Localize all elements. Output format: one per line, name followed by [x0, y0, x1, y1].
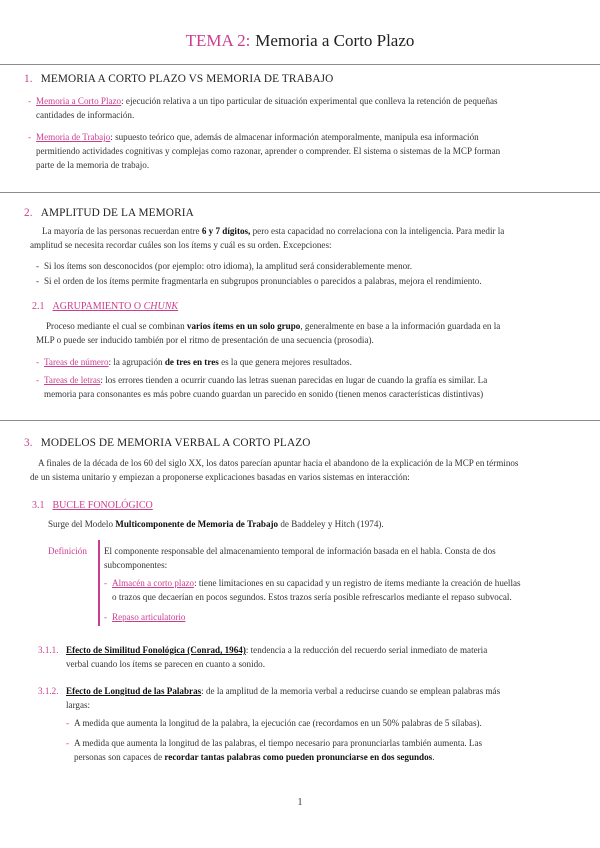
- paragraph: MLP o puede ser inducido también por el ritmo de presentación de una secuencia (prosodia).: [36, 335, 374, 345]
- paragraph: [66, 643, 584, 657]
- subsection-number: 3.1: [32, 500, 45, 511]
- paragraph: de un sistema unitario y empiezan a proponerse explicaciones basadas en varios sistemas en interacción:: [30, 472, 410, 482]
- section-1-number: 1.: [24, 73, 33, 85]
- exception-text: Si los ítems son desconocidos (por ejemplo: otro idioma), la amplitud será considerablemente menor.: [44, 261, 412, 271]
- paragraph: El componente responsable del almacenamiento temporal de información basada en el habla. Consta de dos: [104, 546, 496, 556]
- emphasis: varios ítems en un solo grupo: [186, 321, 301, 331]
- text-line: [44, 373, 584, 387]
- list-item: [66, 736, 584, 764]
- bullet-dash: -: [66, 738, 70, 748]
- paragraph: [48, 517, 584, 531]
- paragraph: [66, 684, 584, 698]
- bullet-dash: -: [104, 578, 108, 588]
- term-tareas-letras: Tareas de letras: [44, 375, 101, 385]
- list-item: [104, 576, 584, 604]
- paragraph: amplitud se necesita recordar cuáles son los ítems y cuál es su orden. Excepciones:: [30, 240, 332, 250]
- definition-text: : ejecución relativa a un tipo particular de situación experimental que conlleva la retención de pequeñas: [121, 96, 498, 106]
- text: : la agrupación: [108, 357, 165, 367]
- section-2-number: 2.: [24, 207, 33, 219]
- list-item: [36, 259, 584, 273]
- section-2-heading: [24, 206, 194, 220]
- subsection-2-1-heading: [32, 300, 178, 314]
- term-mt: Memoria de Trabajo: [36, 132, 111, 142]
- definition-bar: [98, 540, 100, 626]
- definition-mt: [36, 130, 584, 144]
- page-number: 1: [297, 797, 303, 808]
- list-item: [104, 610, 584, 624]
- text: : los errores tienden a ocurrir cuando las letras suenan parecidas en lugar de cuando la grafía es similar. La: [100, 375, 488, 385]
- exception-text: Si el orden de los ítems permite fragmentarla en subgrupos pronunciables o parecidos a palabras, mejora el rendimiento.: [44, 276, 482, 286]
- title-prefix: TEMA 2:: [185, 31, 251, 50]
- list-item: [36, 373, 584, 401]
- emphasis: 6 y 7 dígitos,: [201, 226, 251, 236]
- definition-text: permitiendo actividades cognitivas y complejas como razonar, aprender o comprender. El sistema o sistemas de la MCP forman: [36, 146, 501, 156]
- text: A medida que aumenta la longitud de la palabra, la ejecución cae (recordamos en un 50% palabras de 5 sílabas).: [74, 718, 482, 728]
- text: La mayoría de las personas recuerdan entre: [42, 226, 202, 236]
- paragraph: largas:: [66, 700, 91, 710]
- paragraph: [46, 319, 584, 333]
- text-line: A medida que aumenta la longitud de las palabras, el tiempo necesario para pronunciarlas también aumenta. Las: [74, 738, 483, 748]
- definition-mcp: [36, 94, 584, 108]
- text: : tendencia a la reducción del recuerdo serial inmediato de materia: [245, 645, 488, 655]
- text-line: [112, 576, 584, 590]
- title-main: Memoria a Corto Plazo: [255, 31, 415, 50]
- text: pero esta capacidad no correlaciona con la inteligencia. Para medir la: [250, 226, 505, 236]
- text: es la que genera mejores resultados.: [218, 357, 352, 367]
- text-line: o trazos que decaerían en pocos segundos. Estos trazos sería posible refrescarlos mediante el repaso subvocal.: [112, 592, 512, 602]
- bullet-dash: -: [36, 276, 40, 286]
- bullet-dash: -: [36, 375, 40, 385]
- text: : tiene limitaciones en su capacidad y un registro de ítems mediante la creación de huellas: [194, 578, 521, 588]
- bullet-dash: -: [36, 357, 40, 367]
- subsection-title-italic: CHUNK: [143, 301, 179, 312]
- definition-text: cantidades de información.: [36, 110, 135, 120]
- term-repaso: Repaso articulatorio: [112, 612, 186, 622]
- item-number: 3.1.2.: [38, 686, 59, 696]
- text: .: [432, 752, 435, 762]
- term-longitud: Efecto de Longitud de las Palabras: [66, 686, 202, 696]
- definition-text: : supuesto teórico que, además de almacenar información atemporalmente, manipula esa información: [110, 132, 479, 142]
- emphasis: de tres en tres: [164, 357, 219, 367]
- text: Surge del Modelo: [48, 519, 116, 529]
- paragraph: subcomponentes:: [104, 560, 168, 570]
- paragraph: [42, 224, 584, 238]
- section-divider: [0, 192, 600, 193]
- section-1-heading: [24, 72, 333, 86]
- list-item: [28, 130, 584, 170]
- section-3-number: 3.: [24, 437, 33, 449]
- section-divider: [0, 420, 600, 421]
- term-almacen: Almacén a corto plazo: [112, 578, 195, 588]
- item-number: 3.1.1.: [38, 645, 59, 655]
- subsection-title: AGRUPAMIENTO O: [52, 301, 144, 312]
- paragraph: verbal cuando los ítems se parecen en cuanto a sonido.: [66, 659, 265, 669]
- section-3-title: MODELOS DE MEMORIA VERBAL A CORTO PLAZO: [40, 437, 311, 449]
- bullet-dash: -: [28, 96, 32, 106]
- subsection-number: 2.1: [32, 301, 45, 312]
- text: de Baddeley y Hitch (1974).: [278, 519, 384, 529]
- definition-label: Definición: [48, 546, 87, 556]
- section-1-title: MEMORIA A CORTO PLAZO VS MEMORIA DE TRABAJO: [40, 73, 334, 85]
- section-3-heading: [24, 436, 310, 450]
- emphasis: recordar tantas palabras como pueden pronunciarse en dos segundos: [164, 752, 433, 762]
- text: personas son capaces de: [74, 752, 165, 762]
- bullet-dash: -: [28, 132, 32, 142]
- text: : de la amplitud de la memoria verbal a reducirse cuando se emplean palabras más: [201, 686, 501, 696]
- bullet-dash: -: [66, 718, 70, 728]
- term-mcp: Memoria a Corto Plazo: [36, 96, 122, 106]
- text: , generalmente en base a la información guardada en la: [300, 321, 501, 331]
- bullet-dash: -: [104, 612, 108, 622]
- text-line: [74, 750, 584, 764]
- section-divider: [0, 64, 600, 65]
- page-title: [0, 30, 600, 52]
- term-similitud: Efecto de Similitud Fonológica (Conrad, 1964): [66, 645, 246, 655]
- definition-text: parte de la memoria de trabajo.: [36, 160, 150, 170]
- list-item: [28, 94, 584, 120]
- list-item: [36, 355, 584, 369]
- term-tareas-numero: Tareas de número: [44, 357, 109, 367]
- subsection-title: BUCLE FONOLÓGICO: [52, 500, 153, 511]
- list-item: [36, 274, 584, 288]
- subsection-3-1-heading: [32, 499, 153, 513]
- bullet-dash: -: [36, 261, 40, 271]
- text-line: memoria para consonantes es más pobre cuando guardan un parecido en sonido (tienen menos características distintivas): [44, 389, 484, 399]
- paragraph: A finales de la década de los 60 del siglo XX, los datos parecían apuntar hacia el abandono de la explicación de la MCP en términos: [38, 458, 519, 468]
- section-2-title: AMPLITUD DE LA MEMORIA: [40, 207, 194, 219]
- list-item: [66, 716, 584, 730]
- emphasis: Multicomponente de Memoria de Trabajo: [115, 519, 279, 529]
- text: Proceso mediante el cual se combinan: [46, 321, 187, 331]
